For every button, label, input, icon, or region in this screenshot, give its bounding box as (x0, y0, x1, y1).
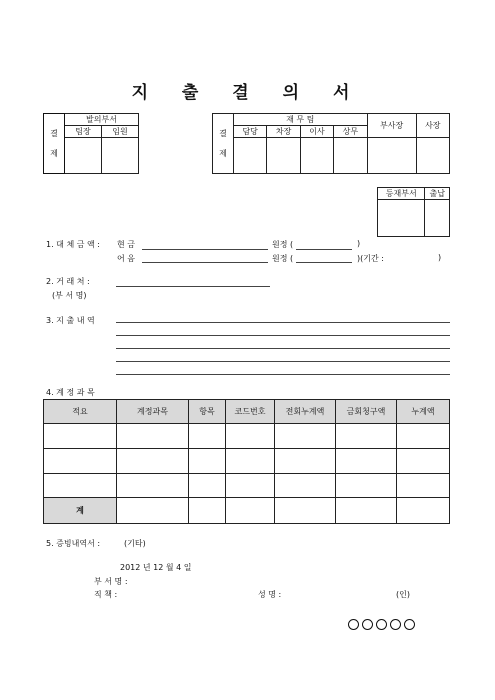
table-cell[interactable] (397, 474, 450, 498)
table-header: 적요 (44, 400, 117, 424)
approval-col: 팀장 (65, 126, 102, 138)
section2-sub-label: (부 서 명) (52, 291, 87, 300)
table-row (44, 424, 450, 449)
table-header: 코드번호 (226, 400, 275, 424)
table-cell[interactable] (336, 424, 397, 449)
table-header: 금회청구액 (336, 400, 397, 424)
bill-amount-field[interactable] (142, 262, 268, 263)
approval-col: 차장 (267, 126, 300, 138)
table-cell[interactable] (275, 424, 336, 449)
page-title: 지 출 결 의 서 (131, 83, 364, 103)
company-name-placeholder (348, 619, 418, 632)
table-row (44, 449, 450, 474)
signature-cell[interactable] (300, 138, 333, 174)
cash-amount-field[interactable] (142, 249, 268, 250)
table-header: 항목 (189, 400, 226, 424)
table-cell[interactable] (226, 449, 275, 474)
register-col: 등재부서 (378, 188, 425, 200)
bill-label: 어 음 (117, 254, 135, 263)
circle-icon (348, 619, 359, 630)
table-cell[interactable] (275, 474, 336, 498)
cash-close: ) (357, 239, 361, 248)
bill-period-close: ) (438, 253, 442, 262)
signature-cell[interactable] (367, 138, 416, 174)
bill-won-label: 원정 ( (272, 254, 294, 263)
cash-label: 현 금 (117, 240, 135, 249)
expense-detail-line[interactable] (116, 361, 450, 362)
approval-side-label: 결 제 (44, 114, 65, 174)
table-header: 계정과목 (117, 400, 189, 424)
table-cell[interactable] (44, 424, 117, 449)
footer-position-label: 직 책 : (94, 590, 118, 599)
table-header: 누계액 (397, 400, 450, 424)
table-cell[interactable] (44, 474, 117, 498)
footer-name-label: 성 명 : (258, 590, 282, 599)
signature-cell[interactable] (334, 138, 367, 174)
total-label: 계 (44, 498, 117, 524)
approval-table-left (43, 113, 139, 174)
signature-cell[interactable] (65, 138, 102, 174)
table-cell[interactable] (226, 498, 275, 524)
expense-detail-line[interactable] (116, 348, 450, 349)
table-cell[interactable] (275, 449, 336, 474)
table-cell[interactable] (117, 474, 189, 498)
section3-label: 3. 지 출 내 역 (46, 316, 95, 325)
section5-label: 5. 증빙내역서 : (46, 539, 101, 548)
vendor-field[interactable] (116, 286, 270, 287)
table-cell[interactable] (117, 424, 189, 449)
approval-col: 이사 (300, 126, 333, 138)
expense-detail-line[interactable] (116, 322, 450, 323)
table-cell[interactable] (226, 474, 275, 498)
section1-label: 1. 대 체 금 액 : (46, 240, 100, 249)
approval-col: 상무 (334, 126, 367, 138)
table-cell[interactable] (44, 449, 117, 474)
signature-cell[interactable] (102, 138, 139, 174)
signature-cell[interactable] (425, 200, 450, 237)
approval-col: 사장 (416, 114, 449, 138)
table-cell[interactable] (189, 424, 226, 449)
dept-header: 발의부서 (65, 114, 139, 126)
register-table (377, 187, 450, 237)
footer-date: 2012 년 12 월 4 일 (120, 563, 192, 572)
section2-label: 2. 거 래 처 : (46, 277, 90, 286)
bill-korean-field[interactable] (296, 262, 352, 263)
table-cell[interactable] (275, 498, 336, 524)
table-cell[interactable] (336, 474, 397, 498)
section5-value: (기타) (124, 539, 146, 548)
signature-cell[interactable] (267, 138, 300, 174)
account-table (43, 399, 450, 524)
table-row (44, 474, 450, 498)
table-header: 전회누계액 (275, 400, 336, 424)
table-cell[interactable] (189, 474, 226, 498)
cash-korean-field[interactable] (296, 249, 352, 250)
section4-label: 4. 계 정 과 목 (46, 388, 95, 397)
table-cell[interactable] (397, 498, 450, 524)
footer-dept-label: 부 서 명 : (94, 577, 128, 586)
table-total-row (44, 498, 450, 524)
circle-icon (376, 619, 387, 630)
register-col: 출납 (425, 188, 450, 200)
signature-cell[interactable] (378, 200, 425, 237)
circle-icon (404, 619, 415, 630)
table-cell[interactable] (117, 498, 189, 524)
signature-cell[interactable] (234, 138, 267, 174)
table-cell[interactable] (117, 449, 189, 474)
table-cell[interactable] (397, 449, 450, 474)
table-cell[interactable] (189, 498, 226, 524)
table-cell[interactable] (397, 424, 450, 449)
signature-cell[interactable] (416, 138, 449, 174)
expense-detail-line[interactable] (116, 374, 450, 375)
circle-icon (390, 619, 401, 630)
table-cell[interactable] (336, 449, 397, 474)
approval-col: 담당 (234, 126, 267, 138)
approval-side-label: 결 제 (213, 114, 234, 174)
cash-won-label: 원정 ( (272, 240, 294, 249)
circle-icon (362, 619, 373, 630)
approval-col: 부사장 (367, 114, 416, 138)
bill-period-label: )(기간 : (357, 254, 384, 263)
table-cell[interactable] (226, 424, 275, 449)
approval-col: 임원 (102, 126, 139, 138)
table-cell[interactable] (336, 498, 397, 524)
seal-label: (인) (396, 590, 410, 599)
expense-detail-line[interactable] (116, 335, 450, 336)
dept-header: 재 무 팀 (234, 114, 368, 126)
table-cell[interactable] (189, 449, 226, 474)
approval-table-right (212, 113, 450, 174)
